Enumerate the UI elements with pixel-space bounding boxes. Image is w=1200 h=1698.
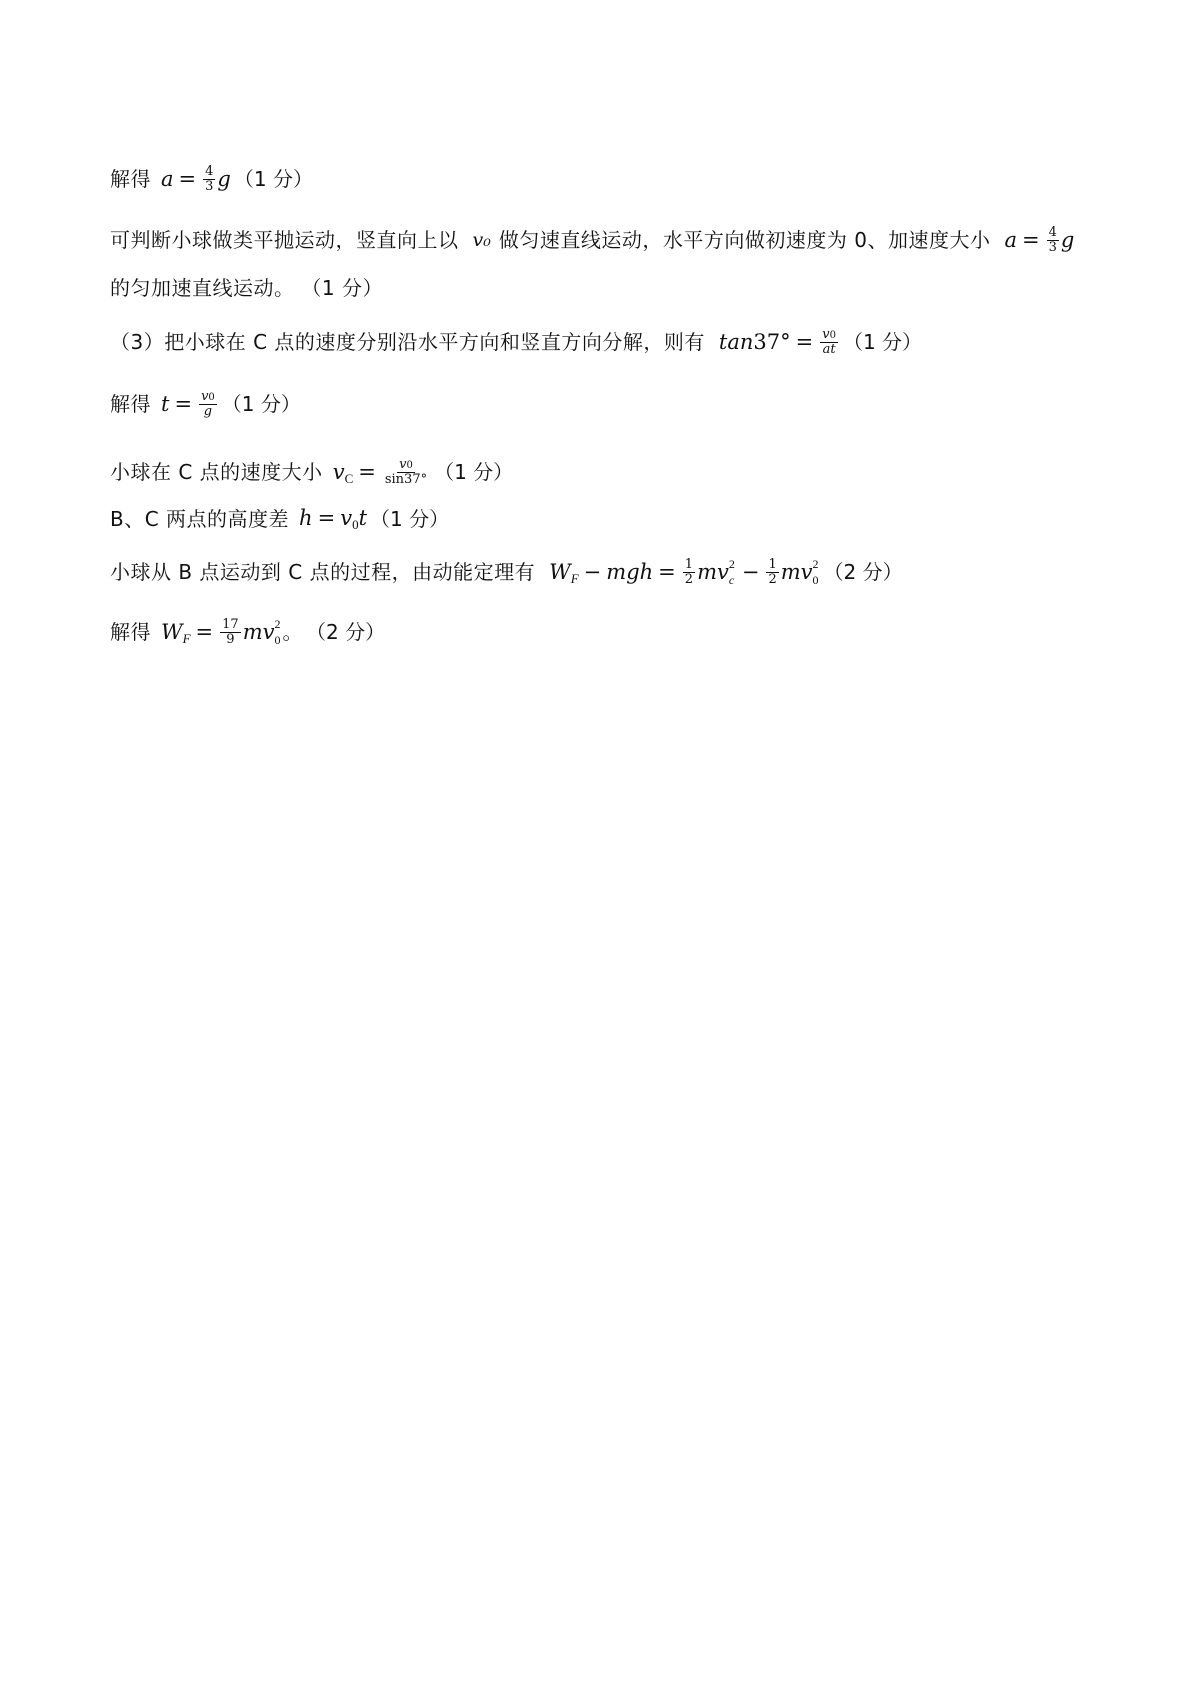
solution-line-1: 解得 a = $\frac{4}{3}$ g （1 分） [110, 164, 313, 194]
lead-text: 解得 [110, 392, 151, 417]
fraction-4-3: $\frac{4}{3}$ [1048, 225, 1057, 255]
period: 。 [282, 620, 303, 645]
lead-text: 解得 [110, 620, 151, 645]
fraction-v0-g: $\frac{v0}{g}$ [201, 389, 215, 419]
fraction-17-9: $\frac{17}{9}$ [222, 617, 239, 647]
score-label: （1 分） [221, 392, 301, 417]
fraction-1-2: $\frac{1}{2}$ [768, 557, 777, 587]
score-label: （1 分） [233, 167, 313, 192]
text-b: 做匀速直线运动，水平方向做初速度为 0、加速度大小 [498, 228, 991, 253]
formula-tan: tan [718, 329, 754, 354]
score-label: （2 分） [823, 560, 903, 585]
formula-a: a [161, 166, 174, 191]
v0-symbol: v₀ [472, 228, 491, 251]
text: 小球从 B 点运动到 C 点的过程，由动能定理有 [110, 560, 536, 585]
score-label: （1 分） [842, 330, 923, 355]
score-label: （2 分） [305, 620, 386, 645]
fraction-1-2: $\frac{1}{2}$ [684, 557, 694, 587]
text: （3）把小球在 C 点的速度分别沿水平方向和竖直方向分解，则有 [110, 330, 705, 355]
text: 小球在 C 点的速度大小 [110, 460, 323, 485]
fraction-v0-at: $\frac{v0}{at}$ [822, 327, 836, 357]
solution-line-9: 解得 W F = $\frac{17}{9}$ mv 2 0 。 （2 分） [110, 617, 386, 648]
solution-line-2: 可判断小球做类平抛运动，竖直向上以 v₀ 做匀速直线运动，水平方向做初速度为 0、加速度大小 a = $\frac{4}{3}$ g [110, 225, 1075, 255]
solution-line-5: 解得 t = $\frac{v0}{g}$ （1 分） [110, 389, 301, 419]
text: B、C 两点的高度差 [110, 506, 290, 531]
text: 的匀加速直线运动。 （1 分） [110, 276, 383, 300]
lead-text: 解得 [110, 167, 151, 192]
score-label: （1 分） [434, 460, 514, 485]
fraction-v0-sin37: $\frac{v0}{\sin 37^\circ}$ [384, 457, 428, 487]
solution-line-8: 小球从 B 点运动到 C 点的过程，由动能定理有 W F − mgh = $\frac{1}{2}$ mv 2 c − $\frac{1}{2}$ mv 2 0 （2 分） [110, 557, 903, 588]
fraction-4-3: $\frac{4}{3}$ [205, 164, 214, 194]
score-label: （1 分） [370, 506, 450, 531]
solution-line-4: （3）把小球在 C 点的速度分别沿水平方向和竖直方向分解，则有 tan 37° = $\frac{v0}{at}$ （1 分） [110, 327, 923, 357]
solution-line-7: B、C 两点的高度差 h = v 0 t （1 分） [110, 506, 450, 532]
text-a: 可判断小球做类平抛运动，竖直向上以 [110, 228, 459, 253]
solution-line-3 [110, 278, 383, 298]
solution-line-6: 小球在 C 点的速度大小 v C = $\frac{v0}{\sin 37^\circ}$ （1 分） [110, 457, 514, 487]
